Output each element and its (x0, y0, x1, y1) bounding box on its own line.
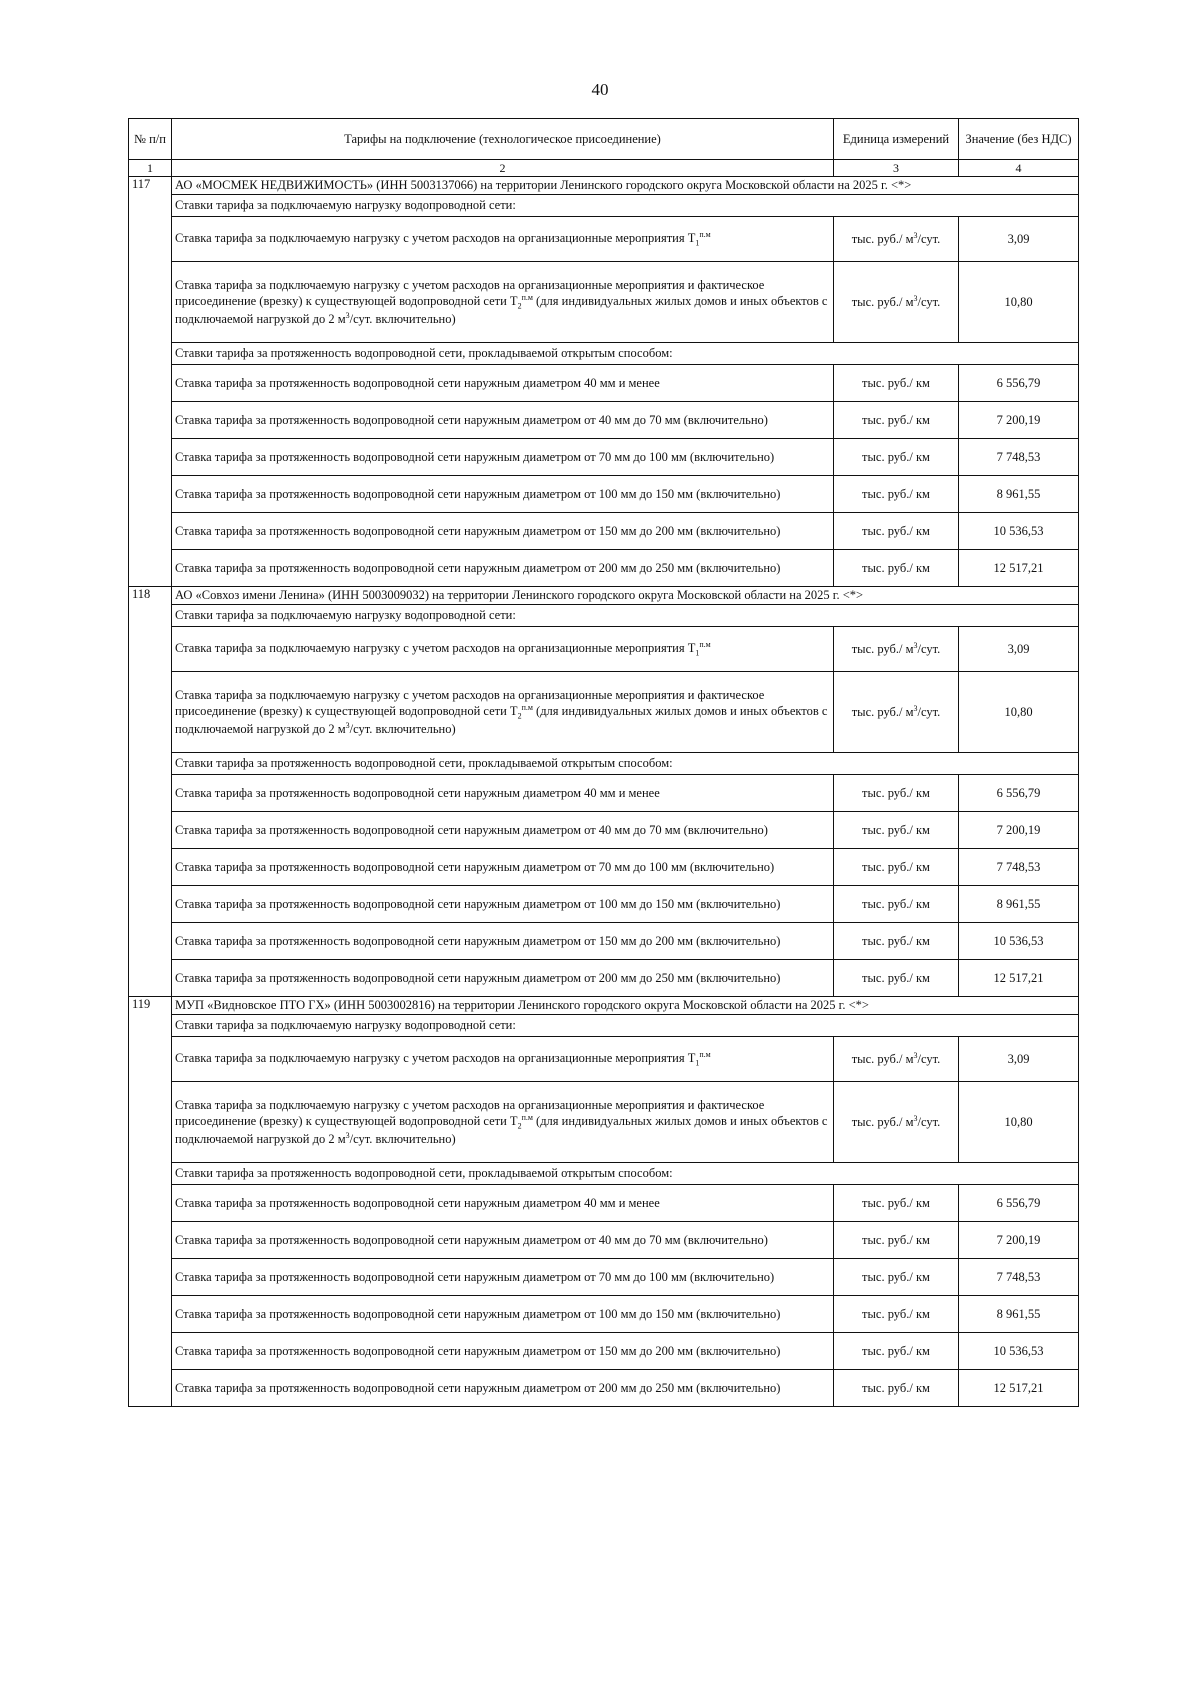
unit-cell: тыс. руб./ $м^3$/сут. (834, 1082, 959, 1163)
table-row (129, 672, 1079, 753)
unit-cell: тыс. руб./ км (834, 402, 959, 439)
table-row (129, 1082, 1079, 1163)
unit-cell: тыс. руб./ км (834, 476, 959, 513)
value-cell: 10,80 (959, 672, 1079, 753)
tariff-description: Ставка тарифа за подключаемую нагрузку с учетом расходов на организационные мероприятия $Т_1^{п.м}$ (172, 627, 834, 672)
tariff-description: Ставка тарифа за протяженность водопроводной сети наружным диаметром от 70 мм до 100 мм (включительно) (172, 1259, 834, 1296)
value-cell: 8 961,55 (959, 476, 1079, 513)
table-row (129, 1037, 1079, 1082)
value-cell: 10 536,53 (959, 1333, 1079, 1370)
unit-cell: тыс. руб./ $м^3$/сут. (834, 217, 959, 262)
table-row (129, 262, 1079, 343)
value-cell: 8 961,55 (959, 886, 1079, 923)
value-cell: 6 556,79 (959, 1185, 1079, 1222)
value-cell: 3,09 (959, 1037, 1079, 1082)
value-cell: 6 556,79 (959, 365, 1079, 402)
tariff-description: Ставка тарифа за протяженность водопроводной сети наружным диаметром 40 мм и менее (172, 1185, 834, 1222)
tariff-description: Ставка тарифа за протяженность водопроводной сети наружным диаметром от 200 мм до 250 мм (включительно) (172, 960, 834, 997)
section-water-load: Ставки тарифа за подключаемую нагрузку водопроводной сети: (172, 1015, 1079, 1037)
tariff-description: Ставка тарифа за протяженность водопроводной сети наружным диаметром от 200 мм до 250 мм (включительно) (172, 550, 834, 587)
unit-cell: тыс. руб./ км (834, 513, 959, 550)
section-row (129, 753, 1079, 775)
value-cell: 3,09 (959, 627, 1079, 672)
unit-cell: тыс. руб./ км (834, 1185, 959, 1222)
tariff-description: Ставка тарифа за протяженность водопроводной сети наружным диаметром от 150 мм до 200 мм (включительно) (172, 1333, 834, 1370)
tariff-description: Ставка тарифа за подключаемую нагрузку с учетом расходов на организационные мероприятия и фактическое присоединение (врезку) к существующей водопроводной сети $Т_2^{п.м}$ (для индивидуальных жилых домов и иных объектов с подключаемой нагрузкой до 2 $м^3$/сут. включительно) (172, 262, 834, 343)
value-cell: 8 961,55 (959, 1296, 1079, 1333)
organization-row (129, 587, 1079, 605)
unit-cell: тыс. руб./ км (834, 439, 959, 476)
table-row (129, 365, 1079, 402)
value-cell: 7 200,19 (959, 402, 1079, 439)
value-cell: 10,80 (959, 262, 1079, 343)
tariff-description: Ставка тарифа за подключаемую нагрузку с учетом расходов на организационные мероприятия $Т_1^{п.м}$ (172, 217, 834, 262)
unit-cell: тыс. руб./ км (834, 550, 959, 587)
table-row (129, 1370, 1079, 1407)
table-row (129, 1333, 1079, 1370)
table-row (129, 923, 1079, 960)
table-row (129, 886, 1079, 923)
unit-cell: тыс. руб./ $м^3$/сут. (834, 262, 959, 343)
tariff-description: Ставка тарифа за протяженность водопроводной сети наружным диаметром 40 мм и менее (172, 775, 834, 812)
section-length: Ставки тарифа за протяженность водопроводной сети, прокладываемой открытым способом: (172, 343, 1079, 365)
unit-cell: тыс. руб./ км (834, 365, 959, 402)
unit-cell: тыс. руб./ км (834, 1259, 959, 1296)
tariff-description: Ставка тарифа за протяженность водопроводной сети наружным диаметром от 70 мм до 100 мм (включительно) (172, 849, 834, 886)
value-cell: 7 200,19 (959, 1222, 1079, 1259)
section-row (129, 343, 1079, 365)
value-cell: 6 556,79 (959, 775, 1079, 812)
table-body (129, 177, 1079, 1407)
value-cell: 7 748,53 (959, 849, 1079, 886)
section-water-load: Ставки тарифа за подключаемую нагрузку водопроводной сети: (172, 605, 1079, 627)
value-cell: 10 536,53 (959, 513, 1079, 550)
table-row (129, 849, 1079, 886)
value-cell: 7 748,53 (959, 1259, 1079, 1296)
table-row (129, 812, 1079, 849)
unit-cell: тыс. руб./ км (834, 849, 959, 886)
value-cell: 7 200,19 (959, 812, 1079, 849)
value-cell: 12 517,21 (959, 960, 1079, 997)
unit-cell: тыс. руб./ км (834, 960, 959, 997)
table-row (129, 627, 1079, 672)
value-cell: 10 536,53 (959, 923, 1079, 960)
table-row (129, 439, 1079, 476)
header-col-value: Значение (без НДС) (959, 119, 1079, 160)
unit-cell: тыс. руб./ км (834, 1333, 959, 1370)
unit-cell: тыс. руб./ км (834, 812, 959, 849)
table-header-row (129, 119, 1079, 160)
organization-row (129, 177, 1079, 195)
tariff-description: Ставка тарифа за протяженность водопроводной сети наружным диаметром от 40 мм до 70 мм (включительно) (172, 1222, 834, 1259)
unit-cell: тыс. руб./ $м^3$/сут. (834, 627, 959, 672)
organization-title: АО «МОСМЕК НЕДВИЖИМОСТЬ» (ИНН 5003137066) на территории Ленинского городского округа Московской области на 2025 г. <*> (172, 177, 1079, 195)
section-length: Ставки тарифа за протяженность водопроводной сети, прокладываемой открытым способом: (172, 1163, 1079, 1185)
column-number: 2 (172, 160, 834, 177)
tariff-description: Ставка тарифа за протяженность водопроводной сети наружным диаметром от 100 мм до 150 мм (включительно) (172, 476, 834, 513)
table-row (129, 1296, 1079, 1333)
section-row (129, 605, 1079, 627)
unit-cell: тыс. руб./ $м^3$/сут. (834, 672, 959, 753)
table-row (129, 1185, 1079, 1222)
organization-row (129, 997, 1079, 1015)
table-column-numbers-row (129, 160, 1079, 177)
tariff-description: Ставка тарифа за протяженность водопроводной сети наружным диаметром от 100 мм до 150 мм (включительно) (172, 1296, 834, 1333)
table-row (129, 513, 1079, 550)
value-cell: 7 748,53 (959, 439, 1079, 476)
table-row (129, 1259, 1079, 1296)
column-number: 3 (834, 160, 959, 177)
tariff-description: Ставка тарифа за протяженность водопроводной сети наружным диаметром от 100 мм до 150 мм (включительно) (172, 886, 834, 923)
tariff-description: Ставка тарифа за протяженность водопроводной сети наружным диаметром от 150 мм до 200 мм (включительно) (172, 513, 834, 550)
table-row (129, 960, 1079, 997)
organization-title: МУП «Видновское ПТО ГХ» (ИНН 5003002816) на территории Ленинского городского округа Московской области на 2025 г. <*> (172, 997, 1079, 1015)
tariff-table (128, 118, 1079, 1407)
header-col-tariff: Тарифы на подключение (технологическое присоединение) (172, 119, 834, 160)
tariff-description: Ставка тарифа за подключаемую нагрузку с учетом расходов на организационные мероприятия $Т_1^{п.м}$ (172, 1037, 834, 1082)
value-cell: 12 517,21 (959, 550, 1079, 587)
column-number: 4 (959, 160, 1079, 177)
section-row (129, 1163, 1079, 1185)
organization-title: АО «Совхоз имени Ленина» (ИНН 5003009032) на территории Ленинского городского округа Московской области на 2025 г. <*> (172, 587, 1079, 605)
unit-cell: тыс. руб./ $м^3$/сут. (834, 1037, 959, 1082)
table-row (129, 476, 1079, 513)
value-cell: 12 517,21 (959, 1370, 1079, 1407)
page-number: 40 (591, 80, 609, 99)
value-cell: 10,80 (959, 1082, 1079, 1163)
unit-cell: тыс. руб./ км (834, 923, 959, 960)
unit-cell: тыс. руб./ км (834, 775, 959, 812)
table-row (129, 775, 1079, 812)
tariff-description: Ставка тарифа за протяженность водопроводной сети наружным диаметром от 70 мм до 100 мм (включительно) (172, 439, 834, 476)
header-col-unit: Единица измерений (834, 119, 959, 160)
organization-number: 119 (129, 997, 172, 1407)
table-row (129, 217, 1079, 262)
tariff-description: Ставка тарифа за протяженность водопроводной сети наружным диаметром 40 мм и менее (172, 365, 834, 402)
unit-cell: тыс. руб./ км (834, 886, 959, 923)
section-length: Ставки тарифа за протяженность водопроводной сети, прокладываемой открытым способом: (172, 753, 1079, 775)
tariff-description: Ставка тарифа за протяженность водопроводной сети наружным диаметром от 150 мм до 200 мм (включительно) (172, 923, 834, 960)
section-row (129, 195, 1079, 217)
organization-number: 117 (129, 177, 172, 587)
tariff-description: Ставка тарифа за протяженность водопроводной сети наружным диаметром от 40 мм до 70 мм (включительно) (172, 812, 834, 849)
unit-cell: тыс. руб./ км (834, 1296, 959, 1333)
section-row (129, 1015, 1079, 1037)
tariff-description: Ставка тарифа за подключаемую нагрузку с учетом расходов на организационные мероприятия и фактическое присоединение (врезку) к существующей водопроводной сети $Т_2^{п.м}$ (для индивидуальных жилых домов и иных объектов с подключаемой нагрузкой до 2 $м^3$/сут. включительно) (172, 1082, 834, 1163)
tariff-description: Ставка тарифа за подключаемую нагрузку с учетом расходов на организационные мероприятия и фактическое присоединение (врезку) к существующей водопроводной сети $Т_2^{п.м}$ (для индивидуальных жилых домов и иных объектов с подключаемой нагрузкой до 2 $м^3$/сут. включительно) (172, 672, 834, 753)
table-row (129, 550, 1079, 587)
organization-number: 118 (129, 587, 172, 997)
unit-cell: тыс. руб./ км (834, 1222, 959, 1259)
section-water-load: Ставки тарифа за подключаемую нагрузку водопроводной сети: (172, 195, 1079, 217)
unit-cell: тыс. руб./ км (834, 1370, 959, 1407)
header-col-number: № п/п (129, 119, 172, 160)
tariff-description: Ставка тарифа за протяженность водопроводной сети наружным диаметром от 40 мм до 70 мм (включительно) (172, 402, 834, 439)
table-row (129, 1222, 1079, 1259)
value-cell: 3,09 (959, 217, 1079, 262)
column-number: 1 (129, 160, 172, 177)
tariff-description: Ставка тарифа за протяженность водопроводной сети наружным диаметром от 200 мм до 250 мм (включительно) (172, 1370, 834, 1407)
table-row (129, 402, 1079, 439)
